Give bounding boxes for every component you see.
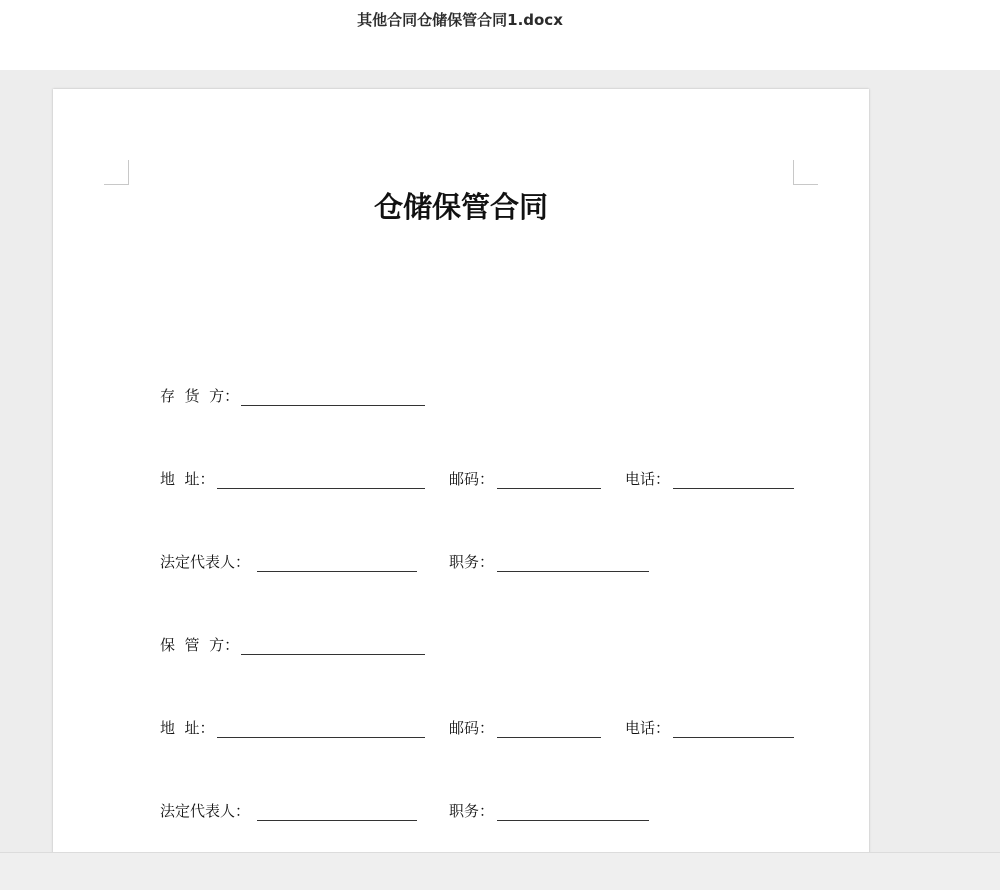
custodian-legal-rep-blank[interactable] (257, 820, 417, 821)
depositor-party-label: 存 货 方： (160, 387, 240, 405)
margin-corner-top-right (793, 160, 818, 185)
custodian-contact-row (53, 717, 869, 747)
depositor-party-blank[interactable] (241, 405, 425, 406)
document-viewport[interactable] (0, 70, 1000, 852)
depositor-address-label: 地 址： (160, 470, 215, 488)
depositor-contact-row (53, 468, 869, 498)
depositor-position-label: 职务： (449, 553, 495, 571)
depositor-postcode-blank[interactable] (497, 488, 601, 489)
depositor-phone-blank[interactable] (673, 488, 794, 489)
depositor-postcode-label: 邮码： (449, 470, 495, 488)
custodian-phone-blank[interactable] (673, 737, 794, 738)
document-page[interactable] (53, 89, 869, 852)
depositor-position-blank[interactable] (497, 571, 649, 572)
depositor-representative-row (53, 551, 869, 581)
custodian-party-row (53, 634, 869, 664)
custodian-phone-label: 电话： (625, 719, 671, 737)
custodian-party-blank[interactable] (241, 654, 425, 655)
document-heading: 仓储保管合同 (373, 190, 548, 224)
custodian-party-label: 保 管 方： (160, 636, 240, 654)
custodian-legal-rep-label: 法定代表人： (160, 802, 251, 820)
margin-corner-top-left (104, 160, 129, 185)
custodian-position-blank[interactable] (497, 820, 649, 821)
custodian-postcode-blank[interactable] (497, 737, 601, 738)
custodian-position-label: 职务： (449, 802, 495, 820)
depositor-legal-rep-blank[interactable] (257, 571, 417, 572)
custodian-postcode-label: 邮码： (449, 719, 495, 737)
depositor-phone-label: 电话： (625, 470, 671, 488)
title-bar (0, 0, 1000, 70)
depositor-legal-rep-label: 法定代表人： (160, 553, 251, 571)
custodian-address-blank[interactable] (217, 737, 425, 738)
document-filename: 其他合同仓储保管合同1.docx (357, 11, 563, 29)
custodian-address-label: 地 址： (160, 719, 215, 737)
depositor-party-row (53, 385, 869, 415)
depositor-address-blank[interactable] (217, 488, 425, 489)
status-bar (0, 852, 1000, 890)
custodian-representative-row (53, 800, 869, 830)
